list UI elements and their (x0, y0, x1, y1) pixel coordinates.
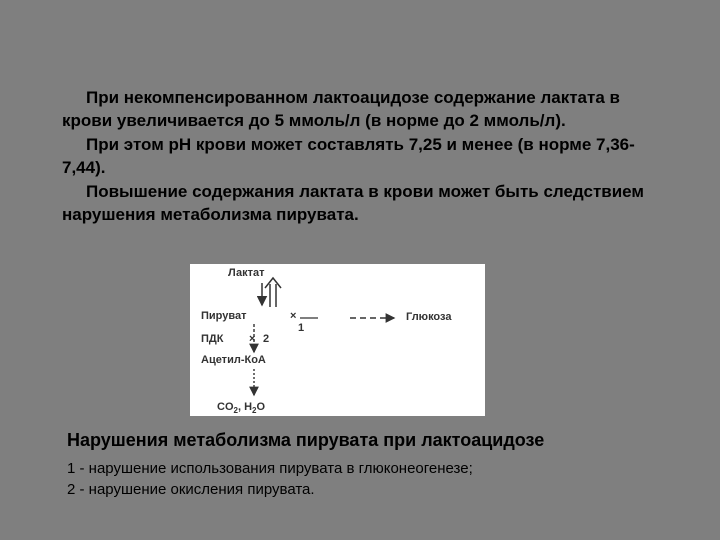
cross-mark-2: × (249, 333, 256, 345)
list-item: 1 - нарушение использования пирувата в глюконеогенезе; (67, 460, 473, 477)
co2-h2o-label: $CO_2$, $H_2O$ (217, 401, 266, 415)
diagram-svg (190, 264, 485, 416)
mark-1: 1 (298, 322, 305, 334)
pdk-label: ПДК (201, 333, 224, 345)
paragraph-blood-ph: При этом pH крови может составлять 7,25 и менее (в норме 7,36-7,44). (62, 134, 635, 178)
intro-text (62, 86, 662, 226)
glucose-label: Глюкоза (406, 311, 452, 323)
acetyl-coa-label: Ацетил-КоА (201, 354, 266, 366)
paragraph-lactate-level: При некомпенсированном лактоацидозе содержание лактата в крови увеличивается до 5 ммоль/л (в норме до 2 ммоль/л). (62, 88, 620, 131)
paragraph-pyruvate-cause: Повышение содержания лактата в крови может быть следствием нарушения метаболизма пирувата. (62, 181, 644, 225)
disorder-list (67, 458, 687, 500)
lactate-pyruvate-arrows (262, 278, 281, 307)
cross-mark-1: × (290, 310, 297, 322)
list-item: 2 - нарушение окисления пирувата. (67, 481, 315, 498)
pyruvate-metabolism-diagram (190, 264, 485, 416)
section-heading: Нарушения метаболизма пирувата при лактоацидозе (67, 430, 545, 450)
mark-2: 2 (263, 333, 270, 345)
pyruvate-label: Пируват (201, 310, 247, 322)
lactate-label: Лактат (228, 267, 265, 279)
